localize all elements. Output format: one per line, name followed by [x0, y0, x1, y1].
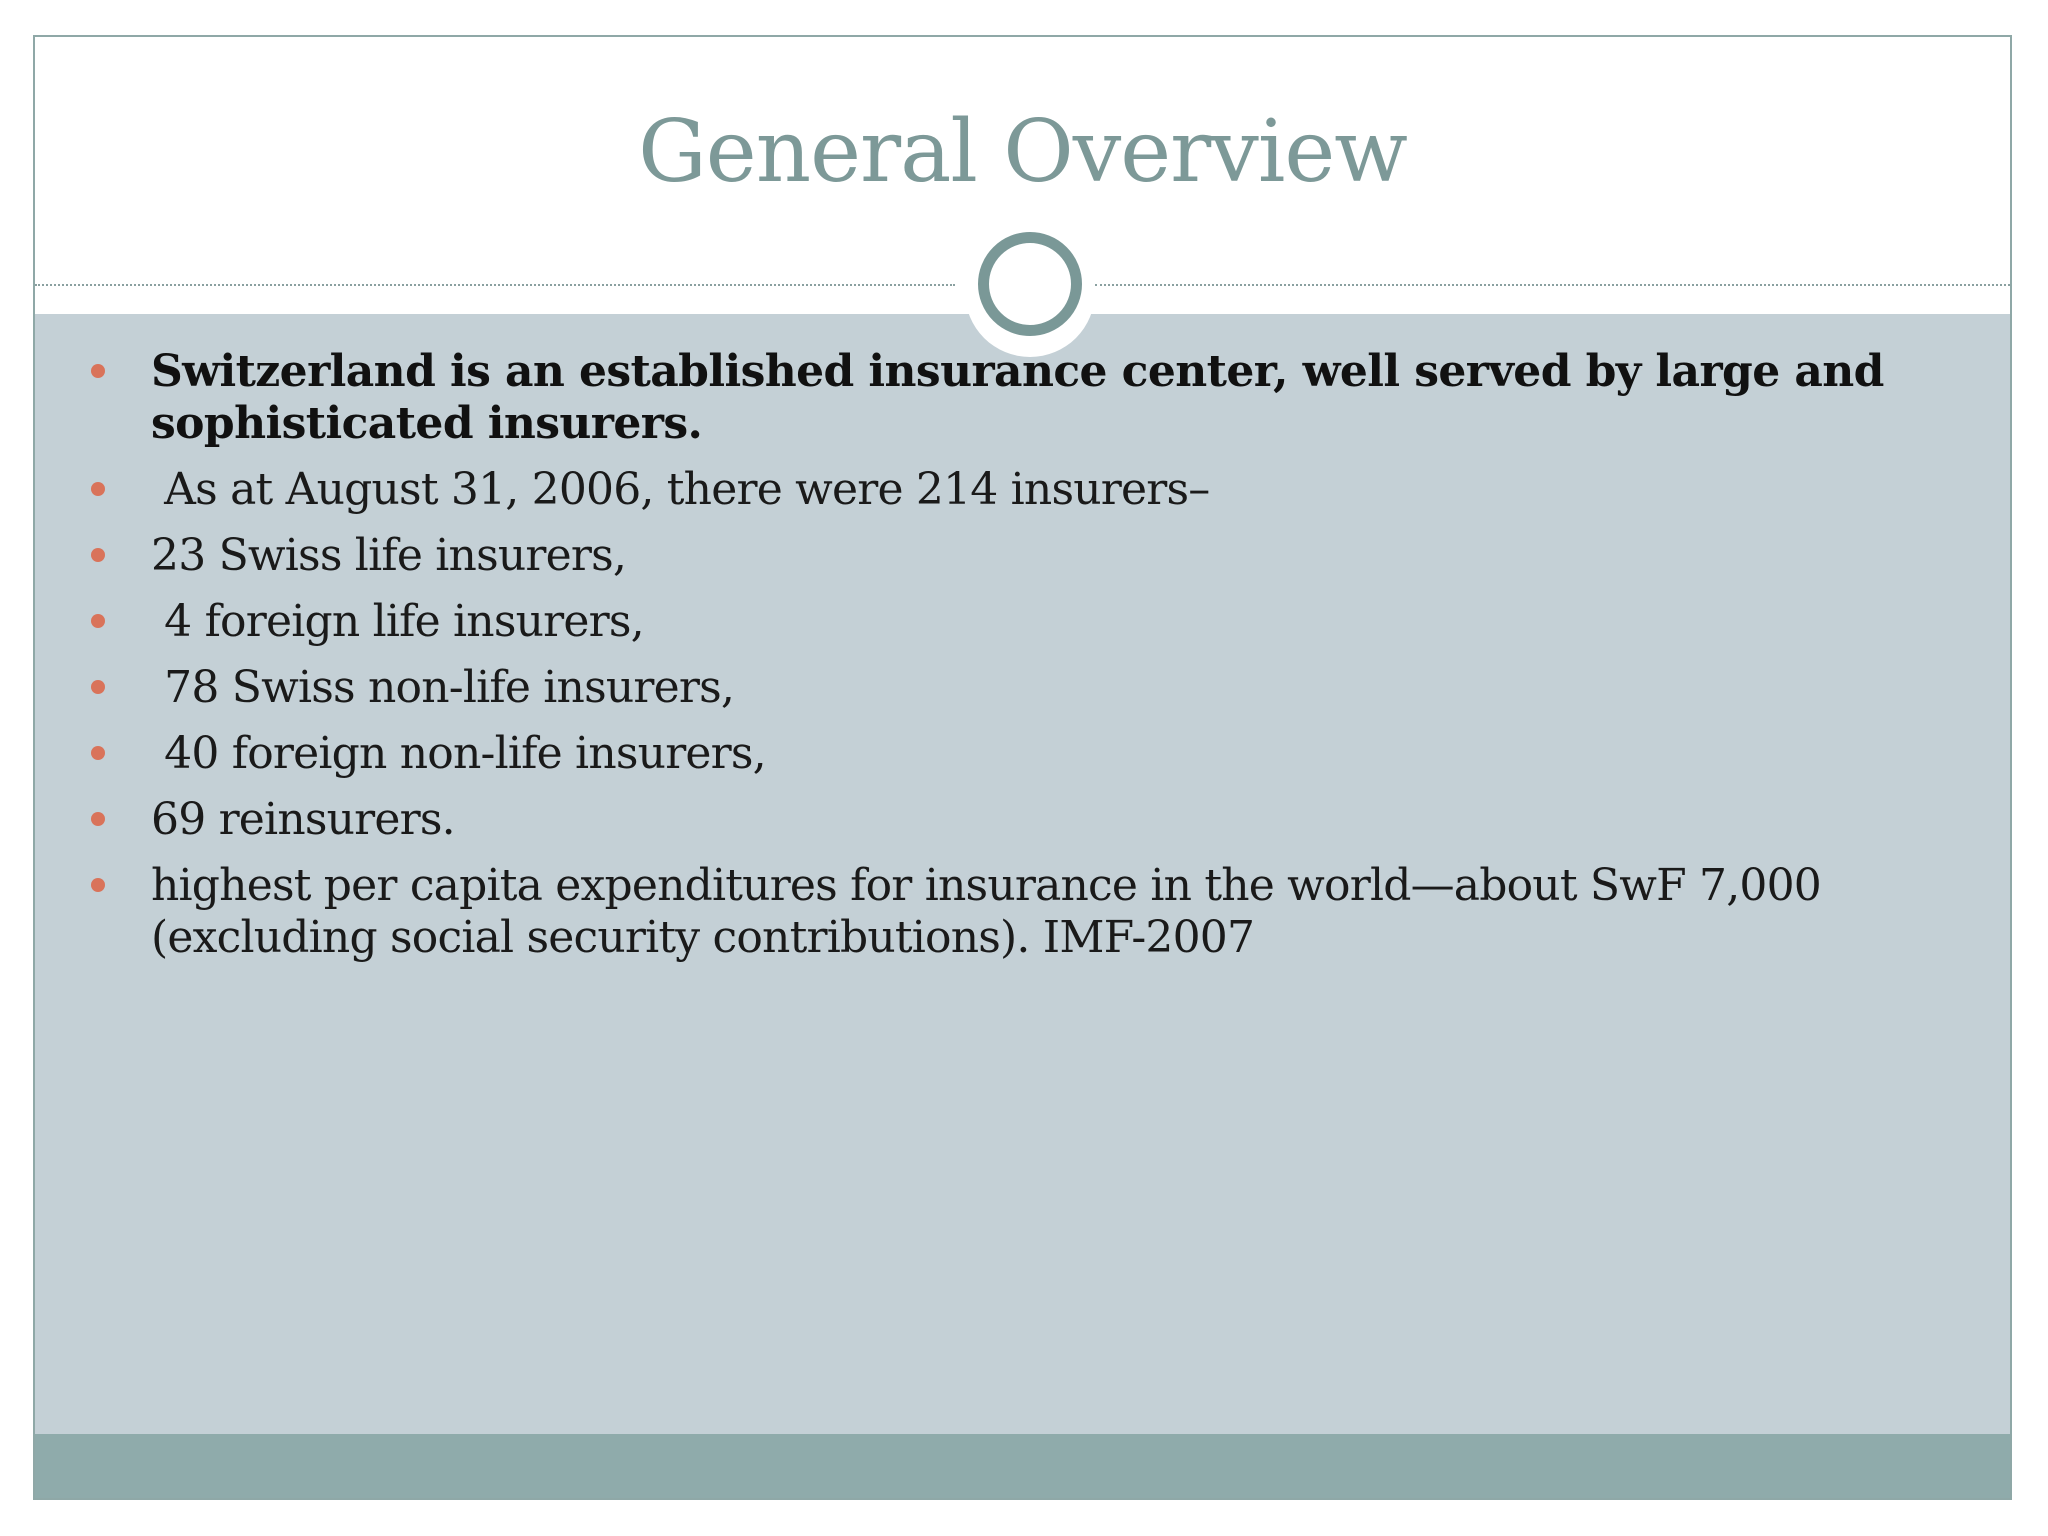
bullet-item [35, 728, 2010, 780]
bullet-dot-icon [91, 614, 105, 628]
bullet-list [35, 346, 2010, 978]
bullet-text: As at August 31, 2006, there were 214 insurers– [151, 464, 1210, 515]
bullet-item [35, 346, 2010, 450]
bullet-dot-icon [91, 680, 105, 694]
bullet-dot-icon [91, 878, 105, 892]
bullet-text: 23 Swiss life insurers, [151, 530, 627, 581]
bullet-text: 69 reinsurers. [151, 794, 455, 845]
title-divider-right [1095, 284, 2012, 286]
bullet-text: Switzerland is an established insurance center, well served by large and sophisticated insurers. [151, 346, 1884, 449]
bullet-item [35, 596, 2010, 648]
circle-ornament-icon [978, 232, 1082, 336]
bullet-dot-icon [91, 812, 105, 826]
bullet-item [35, 662, 2010, 714]
slide-title: General Overview [638, 102, 1407, 202]
bullet-dot-icon [91, 482, 105, 496]
bullet-text: 40 foreign non-life insurers, [151, 728, 766, 779]
bullet-item [35, 860, 2010, 964]
slide [33, 35, 2012, 1500]
bullet-item [35, 530, 2010, 582]
bullet-dot-icon [91, 548, 105, 562]
bullet-text: 4 foreign life insurers, [151, 596, 644, 647]
bullet-text: 78 Swiss non-life insurers, [151, 662, 735, 713]
bullet-dot-icon [91, 746, 105, 760]
bullet-item [35, 464, 2010, 516]
footer-band [35, 1434, 2010, 1500]
bullet-dot-icon [91, 364, 105, 378]
title-divider-left [35, 284, 955, 286]
bullet-item [35, 794, 2010, 846]
bullet-text: highest per capita expenditures for insurance in the world—about SwF 7,000 (excluding social security contributions). IMF-2007 [151, 860, 1821, 963]
